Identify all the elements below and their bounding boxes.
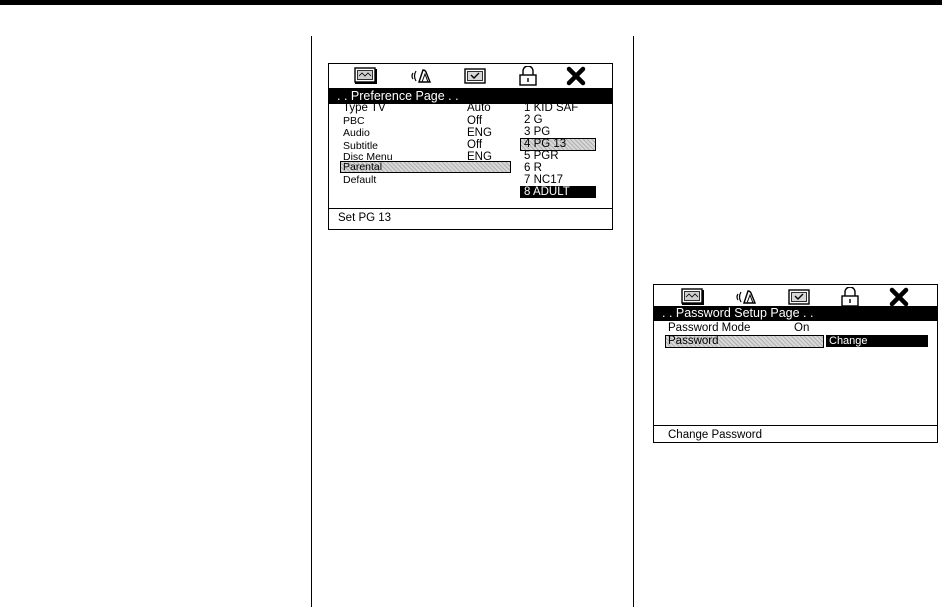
menu-icon-row	[329, 64, 612, 86]
setting-label-audio[interactable]: Audio	[343, 127, 370, 139]
page-title-bar	[654, 306, 937, 321]
status-text: Set PG 13	[338, 212, 392, 224]
top-rule	[0, 0, 942, 5]
setting-label-parental[interactable]: Parental	[343, 161, 383, 173]
status-divider	[329, 208, 612, 209]
status-divider	[654, 425, 937, 426]
padlock-icon[interactable]	[837, 287, 863, 307]
monitor-icon[interactable]	[353, 66, 379, 86]
speaker-icon[interactable]	[734, 287, 760, 307]
setting-label-subtitle[interactable]: Subtitle	[343, 140, 379, 152]
rating-option[interactable]: 3 PG	[524, 126, 551, 138]
setting-value-type-tv: Auto	[467, 102, 491, 114]
padlock-icon[interactable]	[515, 66, 541, 86]
rating-option[interactable]: 7 NC17	[524, 174, 563, 186]
rating-option[interactable]: 2 G	[524, 114, 543, 126]
password-label[interactable]: Password	[668, 335, 719, 347]
setting-label-type-tv[interactable]: Type TV	[343, 102, 386, 114]
setting-label-default[interactable]: Default	[343, 174, 377, 186]
close-x-icon[interactable]	[563, 66, 589, 86]
column-divider-left	[311, 36, 312, 607]
password-setup-panel	[653, 284, 938, 443]
close-x-icon[interactable]	[886, 287, 912, 307]
setting-value-pbc: Off	[467, 115, 483, 127]
rating-option-selected[interactable]: 4 PG 13	[524, 138, 567, 150]
setting-value-audio: ENG	[467, 127, 492, 139]
video-icon[interactable]	[462, 66, 488, 86]
column-divider-right	[633, 36, 634, 607]
monitor-icon[interactable]	[680, 287, 706, 307]
setting-label-disc-menu[interactable]: Disc Menu	[343, 151, 393, 163]
preference-page-panel	[328, 63, 613, 230]
page-title: . . Password Setup Page . .	[662, 306, 814, 320]
rating-option[interactable]: 1 KID SAF	[524, 102, 579, 114]
change-button[interactable]: Change	[826, 335, 928, 347]
speaker-icon[interactable]	[409, 66, 435, 86]
page-title: . . Preference Page . .	[337, 89, 459, 103]
password-mode-label[interactable]: Password Mode	[668, 322, 751, 334]
status-text: Change Password	[668, 429, 762, 441]
menu-icon-row	[654, 285, 937, 307]
setting-value-disc-menu: ENG	[467, 151, 492, 163]
rating-option[interactable]: 5 PGR	[524, 150, 559, 162]
setting-label-pbc[interactable]: PBC	[343, 115, 365, 127]
setting-value-subtitle: Off	[467, 139, 483, 151]
rating-option[interactable]: 6 R	[524, 162, 542, 174]
video-icon[interactable]	[786, 287, 812, 307]
rating-option-current[interactable]: 8 ADULT	[520, 186, 596, 198]
password-mode-value: On	[794, 322, 810, 334]
